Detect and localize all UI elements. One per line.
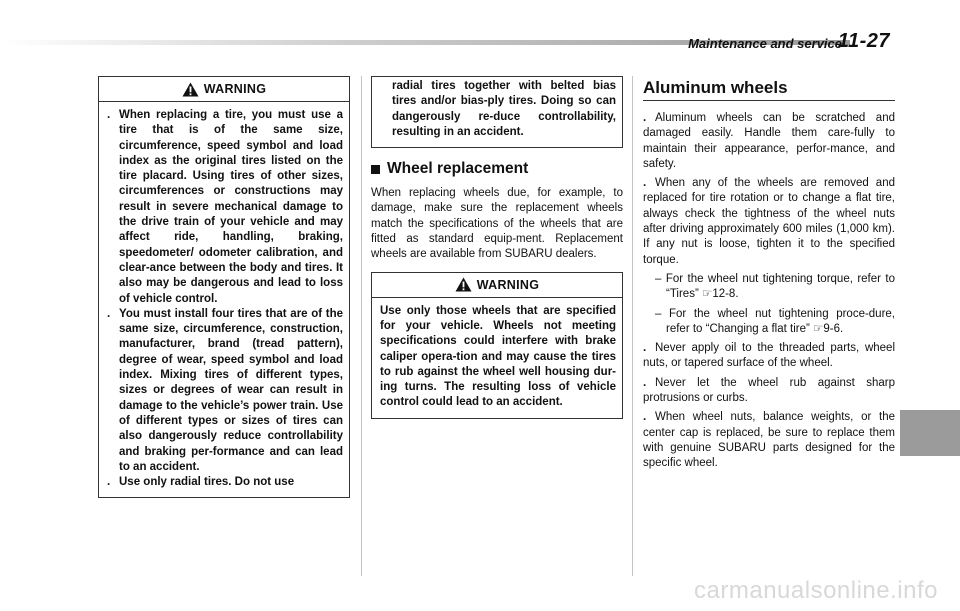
column-divider: [361, 76, 362, 576]
warning-title: WARNING: [476, 277, 540, 292]
chapter-tab: [900, 410, 960, 456]
bullet-icon: .: [107, 476, 111, 489]
warning-continued-text: radial tires together with belted bias tires and/or bias-ply tires. Doing so can dangerously re-duce controllability, resulting in an accident.: [392, 80, 616, 138]
list-item: . When any of the wheels are removed and replaced for tire rotation or to change a flat tire, always check the tightness of the wheel nuts after driving approximately 600 miles (1,000 km). If any nut is loose, tighten it to the specified torque.: [643, 177, 895, 266]
list-item: . When replacing a tire, you must use a tire that is of the same size, circumference, speed symbol and load index as the original tires listed on the tire placard. Using tires of other sizes, circumferences or constructions may result in severe mechanical damage to the drive train of your vehicle and may affect ride, handling, braking, speedometer/ odometer calibration, and clear-ance between the body and tires. It also may be dangerous and lead to loss of vehicle control.: [107, 109, 343, 305]
right-column: [643, 78, 895, 476]
page-reference-icon: ☞: [702, 288, 713, 301]
dash-icon: –: [655, 272, 666, 285]
warning-title: WARNING: [203, 82, 267, 96]
warning-header: [372, 273, 622, 298]
sub-list-item: – For the wheel nut tightening proce-dure, refer to “Changing a flat tire” ☞9-6.: [655, 307, 896, 335]
bullet-icon: .: [643, 112, 647, 124]
list-item: . When wheel nuts, balance weights, or the center cap is replaced, be sure to replace them with genuine SUBARU parts designed for the specific wheel.: [643, 411, 895, 470]
middle-column: [371, 76, 623, 419]
bullet-icon: .: [107, 109, 111, 121]
list-item: . Aluminum wheels can be scratched and damaged easily. Handle them care-fully to maintain their appearance, perfor-mance, and safety.: [643, 112, 895, 170]
warning-body: [99, 102, 349, 497]
list-item: . You must install four tires that are of the same size, circumference, construction, manufacturer, brand (tread pattern), degree of wear, speed symbol and load index. Mixing tires of different types, sizes or degrees of wear can result in damage to the vehicle’s power train. Use of different types or sizes of tires can also dangerously reduce controllability and braking per-formance and can lead to an accident.: [107, 307, 343, 473]
dash-icon: –: [655, 307, 670, 320]
sub-list-item: – For the wheel nut tightening torque, refer to “Tires” ☞12-8.: [655, 272, 895, 301]
bullet-icon: .: [107, 307, 111, 320]
page-number: 11-27: [837, 30, 890, 52]
warning-triangle-icon: [455, 277, 472, 292]
bullet-icon: .: [643, 342, 647, 355]
paragraph: When replacing wheels due, for example, to damage, make sure the replacement wheels match the specifications of the wheels that are fitted as standard equip-ment. Replacement wheels are available from SUBARU dealers.: [371, 187, 623, 261]
bullet-icon: .: [643, 376, 647, 389]
warning-triangle-icon: [182, 82, 199, 97]
column-divider: [632, 76, 633, 576]
left-column: [98, 76, 350, 498]
page-reference-icon: ☞: [813, 322, 824, 335]
watermark-text: carmanualsonline.info: [694, 577, 938, 604]
warning-body: Use only those wheels that are specified for your vehicle. Wheels not meeting specifications could interfere with brake caliper opera-tion and may cause the tires to rub against the wheel well housing dur-ing turns. The resulting loss of vehicle control could lead to an accident.: [380, 304, 616, 409]
list-item: . Use only radial tires. Do not use: [107, 475, 343, 490]
warning-box-continued: [371, 76, 623, 148]
section-heading: Aluminum wheels: [643, 78, 895, 101]
warning-header: [99, 77, 349, 102]
bullet-icon: .: [643, 411, 647, 424]
warning-box: [371, 272, 623, 419]
list-item: . Never let the wheel rub against sharp protrusions or curbs.: [643, 376, 895, 405]
bullet-icon: .: [643, 177, 647, 190]
section-heading: Wheel replacement: [371, 160, 623, 178]
header-section-title: Maintenance and service: [688, 36, 842, 51]
list-item: . Never apply oil to the threaded parts, wheel nuts, or tapered surface of the wheel.: [643, 342, 895, 370]
warning-box: [98, 76, 350, 498]
square-bullet-icon: [371, 165, 380, 174]
